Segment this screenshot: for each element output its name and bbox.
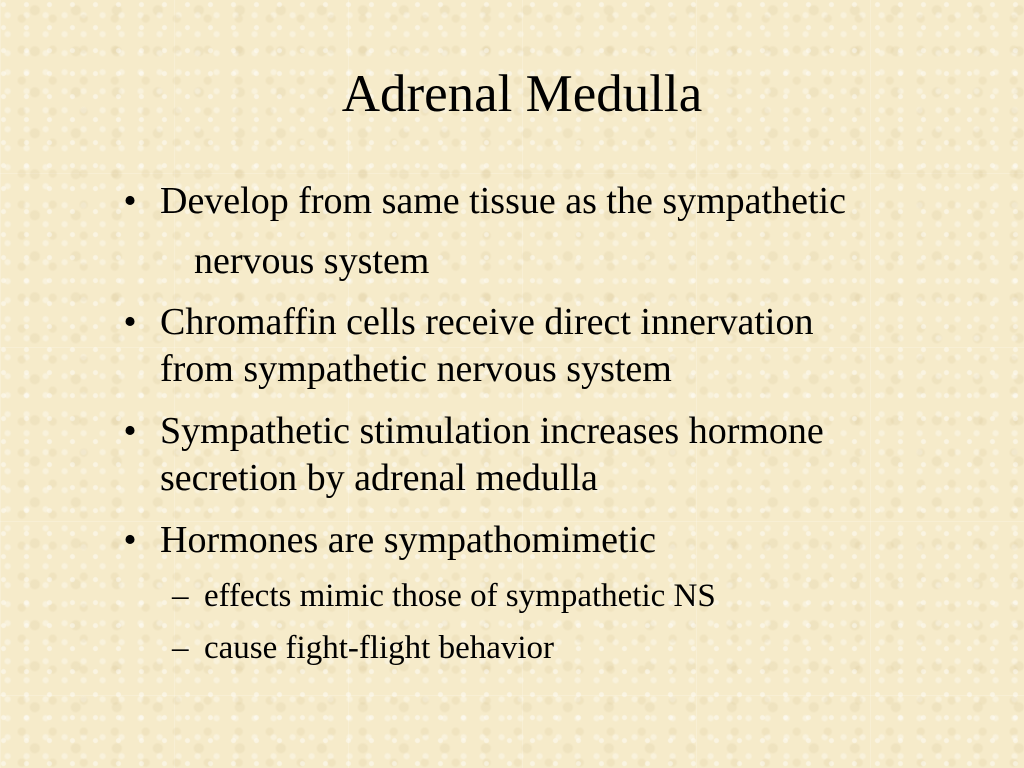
bullet-marker: • (123, 410, 137, 452)
bullet-marker: • (123, 301, 137, 343)
sub-bullet-marker: – (172, 630, 189, 666)
sub-bullet-marker: – (172, 578, 189, 614)
bullet-text: Develop from same tissue as the sympathetic (160, 180, 846, 222)
slide-title: Adrenal Medulla (341, 65, 703, 123)
bullet-text: Sympathetic stimulation increases hormone (160, 410, 824, 452)
sub-bullet-text: effects mimic those of sympathetic NS (204, 578, 716, 614)
sub-bullet-text: cause fight-flight behavior (204, 630, 555, 666)
bullet-text-continuation: secretion by adrenal medulla (160, 457, 598, 499)
bullet-text: Hormones are sympathomimetic (160, 519, 656, 561)
bullet-text: Chromaffin cells receive direct innervation (160, 301, 814, 343)
bullet-text-continuation: from sympathetic nervous system (160, 348, 672, 390)
bullet-marker: • (123, 519, 137, 561)
bullet-marker: • (123, 180, 137, 222)
bullet-text-continuation: nervous system (194, 240, 430, 282)
